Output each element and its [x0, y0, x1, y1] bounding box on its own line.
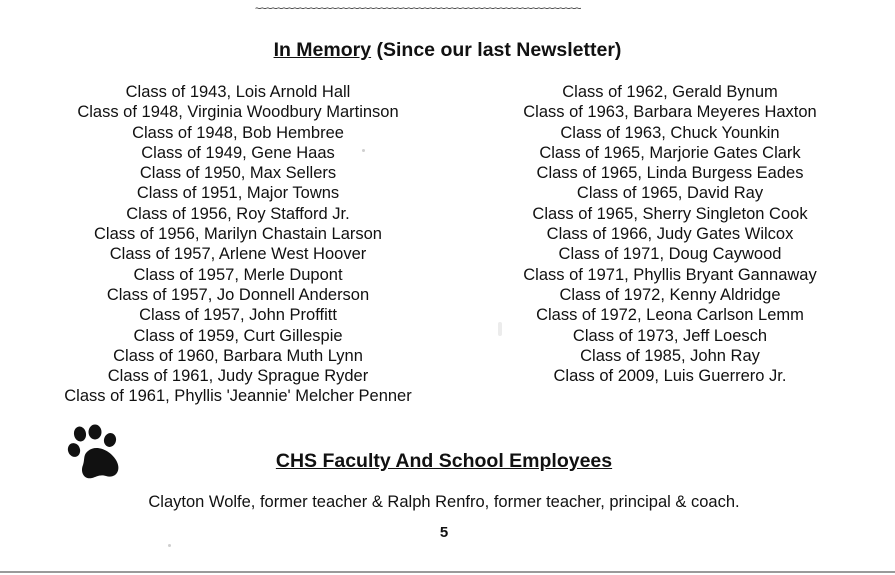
- memorial-entry: Class of 1965, Sherry Singleton Cook: [532, 204, 808, 223]
- scan-speck: [168, 544, 171, 547]
- memorial-entry: Class of 1966, Judy Gates Wilcox: [546, 225, 794, 244]
- page-number: 5: [439, 524, 449, 541]
- memorial-entry: Class of 1972, Kenny Aldridge: [559, 285, 781, 304]
- in-memory-heading-subtitle: (Since our last Newsletter): [371, 39, 622, 61]
- scan-speck: [498, 322, 502, 336]
- memorial-entry: Class of 1963, Chuck Younkin: [560, 123, 780, 142]
- memorial-entry: Class of 1960, Barbara Muth Lynn: [113, 346, 363, 365]
- faculty-heading: CHS Faculty And School Employees: [275, 450, 613, 472]
- memorial-entry: Class of 1956, Roy Stafford Jr.: [126, 204, 350, 223]
- memorial-entry: Class of 1965, Marjorie Gates Clark: [539, 143, 801, 162]
- memorial-entry: Class of 1948, Virginia Woodbury Martinson: [77, 103, 399, 122]
- memorial-entry: Class of 1962, Gerald Bynum: [562, 83, 778, 101]
- in-memory-heading-title: In Memory: [273, 39, 372, 61]
- memorial-entry: Class of 1971, Doug Caywood: [558, 245, 782, 264]
- memorial-entry: Class of 1957, Merle Dupont: [133, 265, 343, 284]
- in-memory-heading: [0, 38, 895, 62]
- memorial-entry: Class of 1950, Max Sellers: [139, 164, 337, 183]
- memorial-entry: Class of 1956, Marilyn Chastain Larson: [94, 225, 382, 244]
- memorial-entry: Class of 1943, Lois Arnold Hall: [125, 83, 351, 101]
- in-memory-left-column: [18, 82, 458, 407]
- memorial-entry: Class of 1957, Arlene West Hoover: [109, 245, 367, 264]
- in-memory-right-column: [470, 82, 870, 386]
- scan-speck: [362, 149, 365, 152]
- memorial-entry: Class of 1965, David Ray: [576, 184, 764, 203]
- memorial-entry: Class of 1957, Jo Donnell Anderson: [106, 285, 370, 304]
- memorial-entry: Class of 1948, Bob Hembree: [132, 123, 344, 142]
- memorial-entry: Class of 1985, John Ray: [580, 346, 760, 365]
- memorial-entry: Class of 1957, John Proffitt: [139, 306, 337, 325]
- memorial-entry: Class of 1971, Phyllis Bryant Gannaway: [523, 265, 817, 284]
- memorial-entry: Class of 1949, Gene Haas: [141, 143, 335, 162]
- memorial-entry: Class of 2009, Luis Guerrero Jr.: [553, 367, 787, 386]
- memorial-entry: Class of 1965, Linda Burgess Eades: [536, 164, 804, 183]
- memorial-entry: Class of 1961, Phyllis 'Jeannie' Melcher Penner: [64, 387, 412, 406]
- memorial-entry: Class of 1951, Major Towns: [136, 184, 340, 203]
- memorial-entry: Class of 1961, Judy Sprague Ryder: [107, 367, 369, 386]
- memorial-entry: Class of 1959, Curt Gillespie: [133, 326, 343, 345]
- memorial-entry: Class of 1972, Leona Carlson Lemm: [536, 306, 804, 325]
- memorial-entry: Class of 1973, Jeff Loesch: [572, 326, 768, 345]
- decorative-tilde-border: ~~~~~~~~~~~~~~~~~~~~~~~~~~~~~~~~~~~~~~~~~~~~~~~~~~~~~~~~~~~~: [255, 3, 581, 15]
- faculty-memorial-text: Clayton Wolfe, former teacher & Ralph Renfro, former teacher, principal & coach.: [148, 493, 740, 511]
- bottom-rule: [0, 571, 895, 573]
- memorial-entry: Class of 1963, Barbara Meyeres Haxton: [523, 103, 817, 122]
